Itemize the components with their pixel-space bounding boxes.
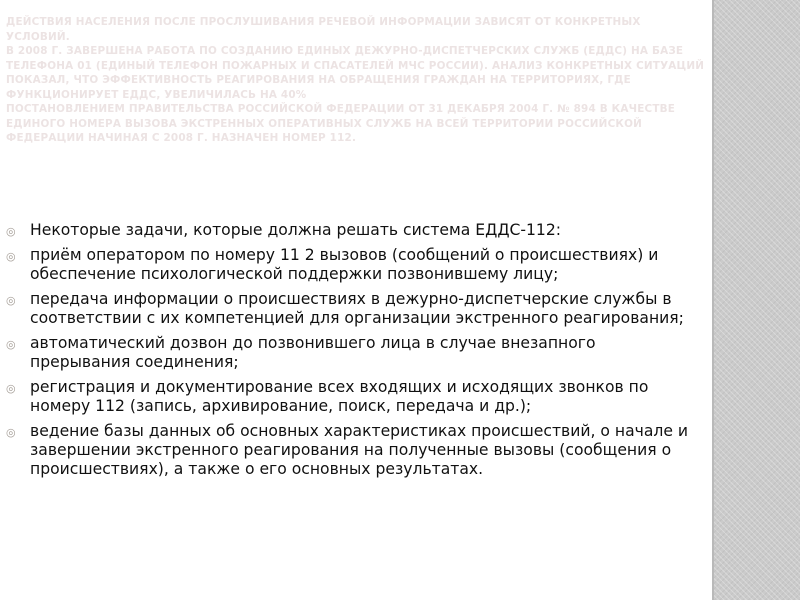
side-stripe-edge xyxy=(712,0,714,600)
title-line-2: В 2008 Г. ЗАВЕРШЕНА РАБОТА ПО СОЗДАНИЮ ЕДИНЫХ ДЕЖУРНО-ДИСПЕТЧЕРСКИХ СЛУЖБ (ЕДДС) НА БАЗЕ ТЕЛЕФОНА 01 (ЕДИНЫЙ ТЕЛЕФОН ПОЖАРНЫХ И СПАСАТЕЛЕЙ МЧС РОССИИ). АНАЛИЗ КОНКРЕТНЫХ СИТУАЦИЙ ПОКАЗАЛ, ЧТО ЭФФЕКТИВНОСТЬ РЕАГИРОВАНИЯ НА ОБРАЩЕНИЯ ГРАЖДАН НА ТЕРРИТОРИЯХ, ГДЕ ФУНКЦИОНИРУЕТ ЕДДС, УВЕЛИЧИЛАСЬ НА 40% xyxy=(6,45,705,101)
list-item-text: ведение базы данных об основных характеристиках происшествий, о начале и завершении экстренного реагирования на полученные вызовы (сообщения о происшествиях), а также о его основных результатах. xyxy=(30,422,689,478)
list-item xyxy=(6,422,696,479)
list-item-text: Некоторые задачи, которые должна решать система ЕДДС-112: xyxy=(30,221,562,239)
title-line-3: ПОСТАНОВЛЕНИЕМ ПРАВИТЕЛЬСТВА РОССИЙСКОЙ ФЕДЕРАЦИИ ОТ 31 ДЕКАБРЯ 2004 Г. № 894 В КАЧЕСТВЕ ЕДИНОГО НОМЕРА ВЫЗОВА ЭКСТРЕННЫХ ОПЕРАТИВНЫХ СЛУЖБ НА ВСЕЙ ТЕРРИТОРИИ РОССИЙСКОЙ ФЕДЕРАЦИИ НАЧИНАЯ С 2008 Г. НАЗНАЧЕН НОМЕР 112. xyxy=(6,103,676,144)
list-item xyxy=(6,221,696,240)
bullet-icon: ◎ xyxy=(6,338,16,351)
list-item-text: регистрация и документирование всех входящих и исходящих звонков по номеру 112 (запись, архивирование, поиск, передача и др.); xyxy=(30,378,649,415)
list-item xyxy=(6,334,696,372)
title-line-1: ДЕЙСТВИЯ НАСЕЛЕНИЯ ПОСЛЕ ПРОСЛУШИВАНИЯ РЕЧЕВОЙ ИНФОРМАЦИИ ЗАВИСЯТ ОТ КОНКРЕТНЫХ УСЛОВИЙ. xyxy=(6,16,641,43)
slide-title xyxy=(6,15,706,146)
bullet-list xyxy=(6,221,696,479)
bullet-icon: ◎ xyxy=(6,225,16,238)
list-item xyxy=(6,378,696,416)
bullet-icon: ◎ xyxy=(6,382,16,395)
list-item-text: автоматический дозвон до позвонившего лица в случае внезапного прерывания соединения; xyxy=(30,334,596,371)
list-item xyxy=(6,246,696,284)
list-item-text: передача информации о происшествиях в дежурно-диспетчерские службы в соответствии с их компетенцией для организации экстренного реагирования; xyxy=(30,290,684,327)
bullet-icon: ◎ xyxy=(6,294,16,307)
side-stripe xyxy=(712,0,800,600)
bullet-icon: ◎ xyxy=(6,426,16,439)
list-item xyxy=(6,290,696,328)
list-item-text: приём оператором по номеру 11 2 вызовов (сообщений о происшествиях) и обеспечение психологической поддержки позвонившему лицу; xyxy=(30,246,659,283)
slide-content xyxy=(6,221,696,485)
bullet-icon: ◎ xyxy=(6,250,16,263)
